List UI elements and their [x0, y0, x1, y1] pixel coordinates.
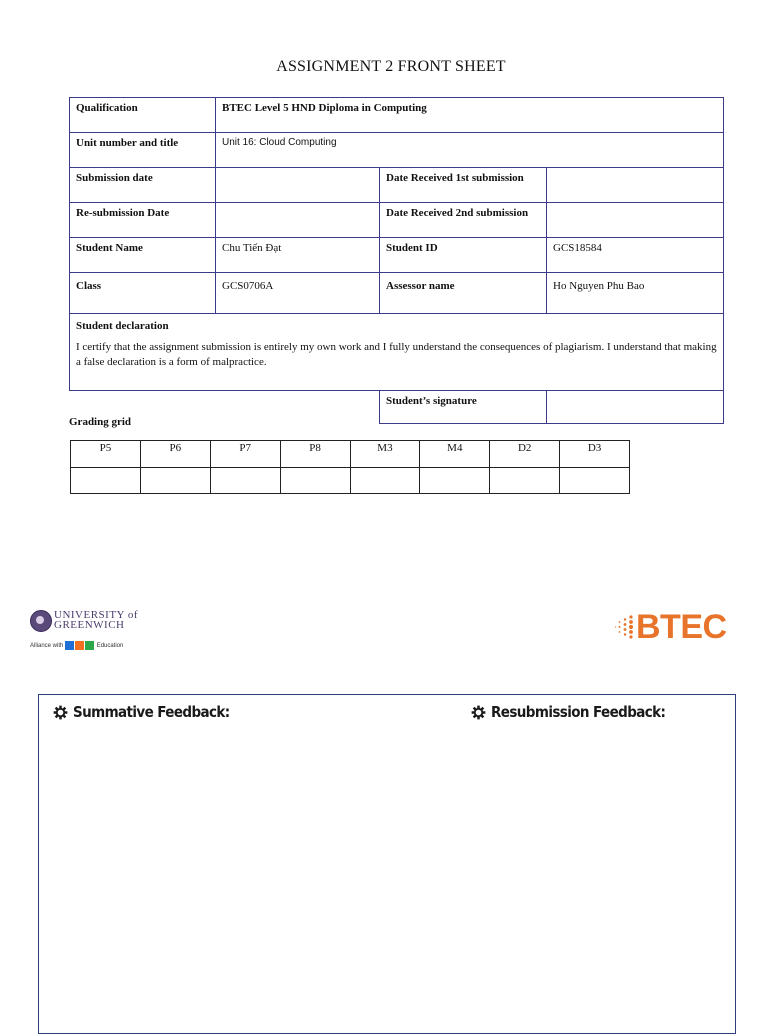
submission-row: [70, 168, 724, 203]
grading-value-row: [71, 468, 630, 494]
qualification-label: Qualification: [70, 98, 216, 133]
unit-label: Unit number and title: [70, 133, 216, 168]
student-id-value: GCS18584: [547, 238, 724, 273]
summative-feedback-heading: [53, 703, 230, 721]
btec-wordmark: BTEC: [636, 608, 727, 646]
grade-cell: [490, 468, 560, 494]
resubmission-feedback-label: Resubmission Feedback:: [491, 703, 666, 721]
grading-grid-label: Grading grid: [69, 416, 132, 428]
submission-date-value: [216, 168, 380, 203]
signature-label: Student’s signature: [380, 391, 547, 424]
grade-cell: [280, 468, 350, 494]
gear-icon: [53, 705, 68, 720]
grade-cell: [71, 468, 141, 494]
grade-header: M4: [420, 441, 490, 468]
grade-header: D2: [490, 441, 560, 468]
qualification-value: BTEC Level 5 HND Diploma in Computing: [216, 98, 724, 133]
grade-cell: [420, 468, 490, 494]
grade-header: P7: [210, 441, 280, 468]
resubmission-feedback-heading: [471, 703, 665, 721]
assessor-value: Ho Nguyen Phu Bao: [547, 273, 724, 314]
university-seal-icon: [30, 610, 52, 632]
declaration-text: I certify that the assignment submission is entirely my own work and I fully understand the consequences of plagiarism. I understand that making a false declaration is a form of malpractice.: [76, 341, 717, 368]
student-name-value: Chu Tiến Đạt: [216, 238, 380, 273]
signature-row: [70, 391, 724, 424]
date-received-1-value: [547, 168, 724, 203]
student-row: [70, 238, 724, 273]
grade-header: D3: [560, 441, 630, 468]
fpt-logo-icon: [65, 643, 97, 649]
grade-header: P8: [280, 441, 350, 468]
date-received-2-value: [547, 203, 724, 238]
grade-cell: [140, 468, 210, 494]
grading-grid: [70, 440, 630, 494]
grade-header: M3: [350, 441, 420, 468]
unit-row: [70, 133, 724, 168]
signature-value: [547, 391, 724, 424]
front-sheet-table: [69, 97, 724, 424]
alliance-suffix: Education: [96, 643, 124, 650]
university-name: [54, 610, 138, 630]
resubmission-row: [70, 203, 724, 238]
feedback-box: [38, 694, 736, 1034]
grade-cell: [210, 468, 280, 494]
declaration-title: Student declaration: [76, 320, 169, 332]
btec-logo: [614, 606, 744, 650]
declaration-row: [70, 314, 724, 391]
page-title: ASSIGNMENT 2 FRONT SHEET: [276, 58, 506, 75]
grade-cell: [560, 468, 630, 494]
qualification-row: [70, 98, 724, 133]
resubmission-date-value: [216, 203, 380, 238]
grade-cell: [350, 468, 420, 494]
student-declaration: [70, 314, 724, 391]
alliance-line: [30, 641, 123, 650]
class-value: GCS0706A: [216, 273, 380, 314]
university-line-2: GREENWICH: [54, 619, 125, 631]
resubmission-date-label: Re-submission Date: [70, 203, 216, 238]
date-received-1-label: Date Received 1st submission: [380, 168, 547, 203]
assessor-label: Assessor name: [380, 273, 547, 314]
student-id-label: Student ID: [380, 238, 547, 273]
summative-feedback-label: Summative Feedback:: [73, 703, 230, 721]
grade-header: P5: [71, 441, 141, 468]
submission-date-label: Submission date: [70, 168, 216, 203]
btec-dots-icon: [614, 614, 636, 640]
gear-icon: [471, 705, 486, 720]
date-received-2-label: Date Received 2nd submission: [380, 203, 547, 238]
class-row: [70, 273, 724, 314]
grade-header: P6: [140, 441, 210, 468]
university-of-greenwich-logo: [30, 608, 140, 658]
student-name-label: Student Name: [70, 238, 216, 273]
grading-header-row: [71, 441, 630, 468]
unit-value: Unit 16: Cloud Computing: [216, 133, 724, 168]
class-label: Class: [70, 273, 216, 314]
alliance-prefix: Alliance with: [30, 643, 64, 650]
university-line-1: UNIVERSITY of: [54, 609, 138, 621]
